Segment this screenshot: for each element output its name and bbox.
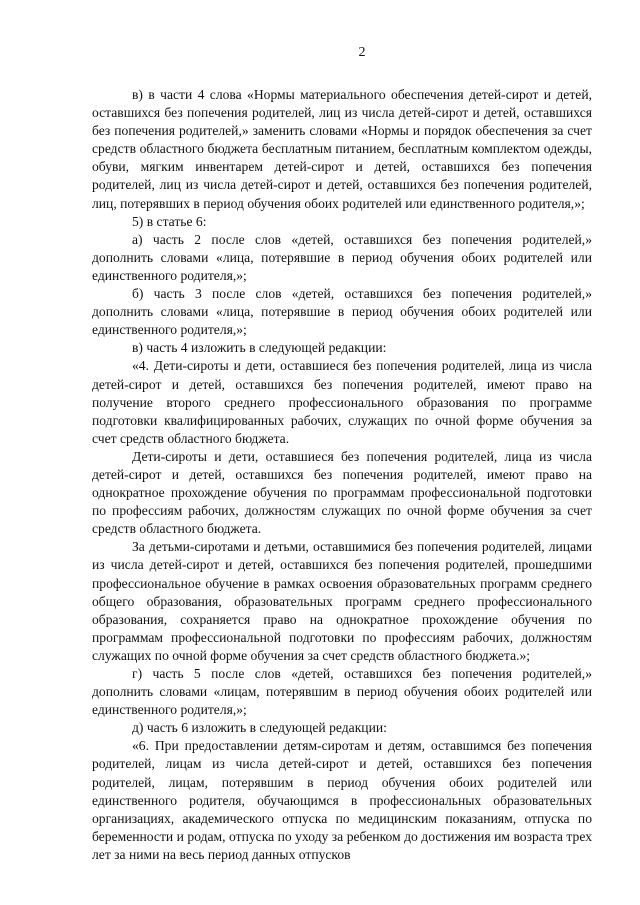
paragraph-part6-text: «6. При предоставлении детям-сиротам и детям, оставшимся без попечения родителей, лицам из числа детей-сирот и детей, оставшихся без попечения родителей, лицам, потерявшим в период обучения обоих родителей или единственного родителя, обучающимся в профессиональных образовательных организациях, академического отпуска по медицинским показаниям, отпуска по беременности и родам, отпуска по уходу за ребенком до достижения им возраста трех лет за ними на весь период данных отпусков	[92, 738, 592, 862]
page-number: 2	[358, 45, 366, 60]
paragraph-part4-heading: в) часть 4 изложить в следующей редакции:	[132, 340, 387, 356]
paragraph-part3-amend: б) часть 3 после слов «детей, оставшихся без попечения родителей,» дополнить словами «лица, потерявшие в период обучения обоих родителей или единственного родителя,»;	[92, 286, 592, 338]
paragraph-part4-text-3: За детьми-сиротами и детьми, оставшимися без попечения родителей, лицами из числа детей-сирот и детей, оставшихся без попечения родителей, прошедшими профессиональное обучение в рамках освоения образовательных программ среднего общего образования, образовательных программ среднего профессионального образования, сохраняется право на однократное прохождение обучения по программам профессиональной подготовки по профессиям рабочих, должностям служащих по очной форме обучения за счет средств областного бюджета.»;	[92, 539, 592, 663]
paragraph-article6-heading: 5) в статье 6:	[132, 213, 207, 229]
paragraph-part4-text-1: «4. Дети-сироты и дети, оставшиеся без попечения родителей, лица из числа детей-сирот и детей, оставшихся без попечения родителей, имеют право на получение второго среднего профессионального образования по программе подготовки квалифицированных рабочих, служащих по очной форме обучения за счет средств областного бюджета.	[92, 358, 592, 446]
paragraph-part2-amend: а) часть 2 после слов «детей, оставшихся без попечения родителей,» дополнить словами «лица, потерявшие в период обучения обоих родителей или единственного родителя,»;	[92, 231, 592, 283]
paragraph-part5-amend: г) часть 5 после слов «детей, оставшихся без попечения родителей,» дополнить словами «лицам, потерявшим в период обучения обоих родителей или единственного родителя,»;	[92, 666, 592, 718]
paragraph-part4-text-2: Дети-сироты и дети, оставшиеся без попечения родителей, лица из числа детей-сирот и детей, оставшихся без попечения родителей, имеют право на однократное прохождение обучения по программам профессиональной подготовки по профессиям рабочих, должностям служащих по очной форме обучения за счет средств областного бюджета.	[92, 448, 592, 537]
paragraph-part4-replace: в) в части 4 слова «Нормы материального обеспечения детей-сирот и детей, оставшихся без попечения родителей, лиц из числа детей-сирот и детей, оставшихся без попечения родителей,» заменить словами «Нормы и порядок обеспечения за счет средств областного бюджета бесплатным питанием, бесплатным комплектом одежды, обуви, мягким инвентарем детей-сирот и детей, оставшихся без попечения родителей, лиц из числа детей-сирот и детей, оставшихся без попечения родителей, лиц, потерявших в период обучения обоих родителей или единственного родителя,»;	[92, 87, 592, 211]
paragraph-part6-heading: д) часть 6 изложить в следующей редакции:	[132, 720, 387, 736]
